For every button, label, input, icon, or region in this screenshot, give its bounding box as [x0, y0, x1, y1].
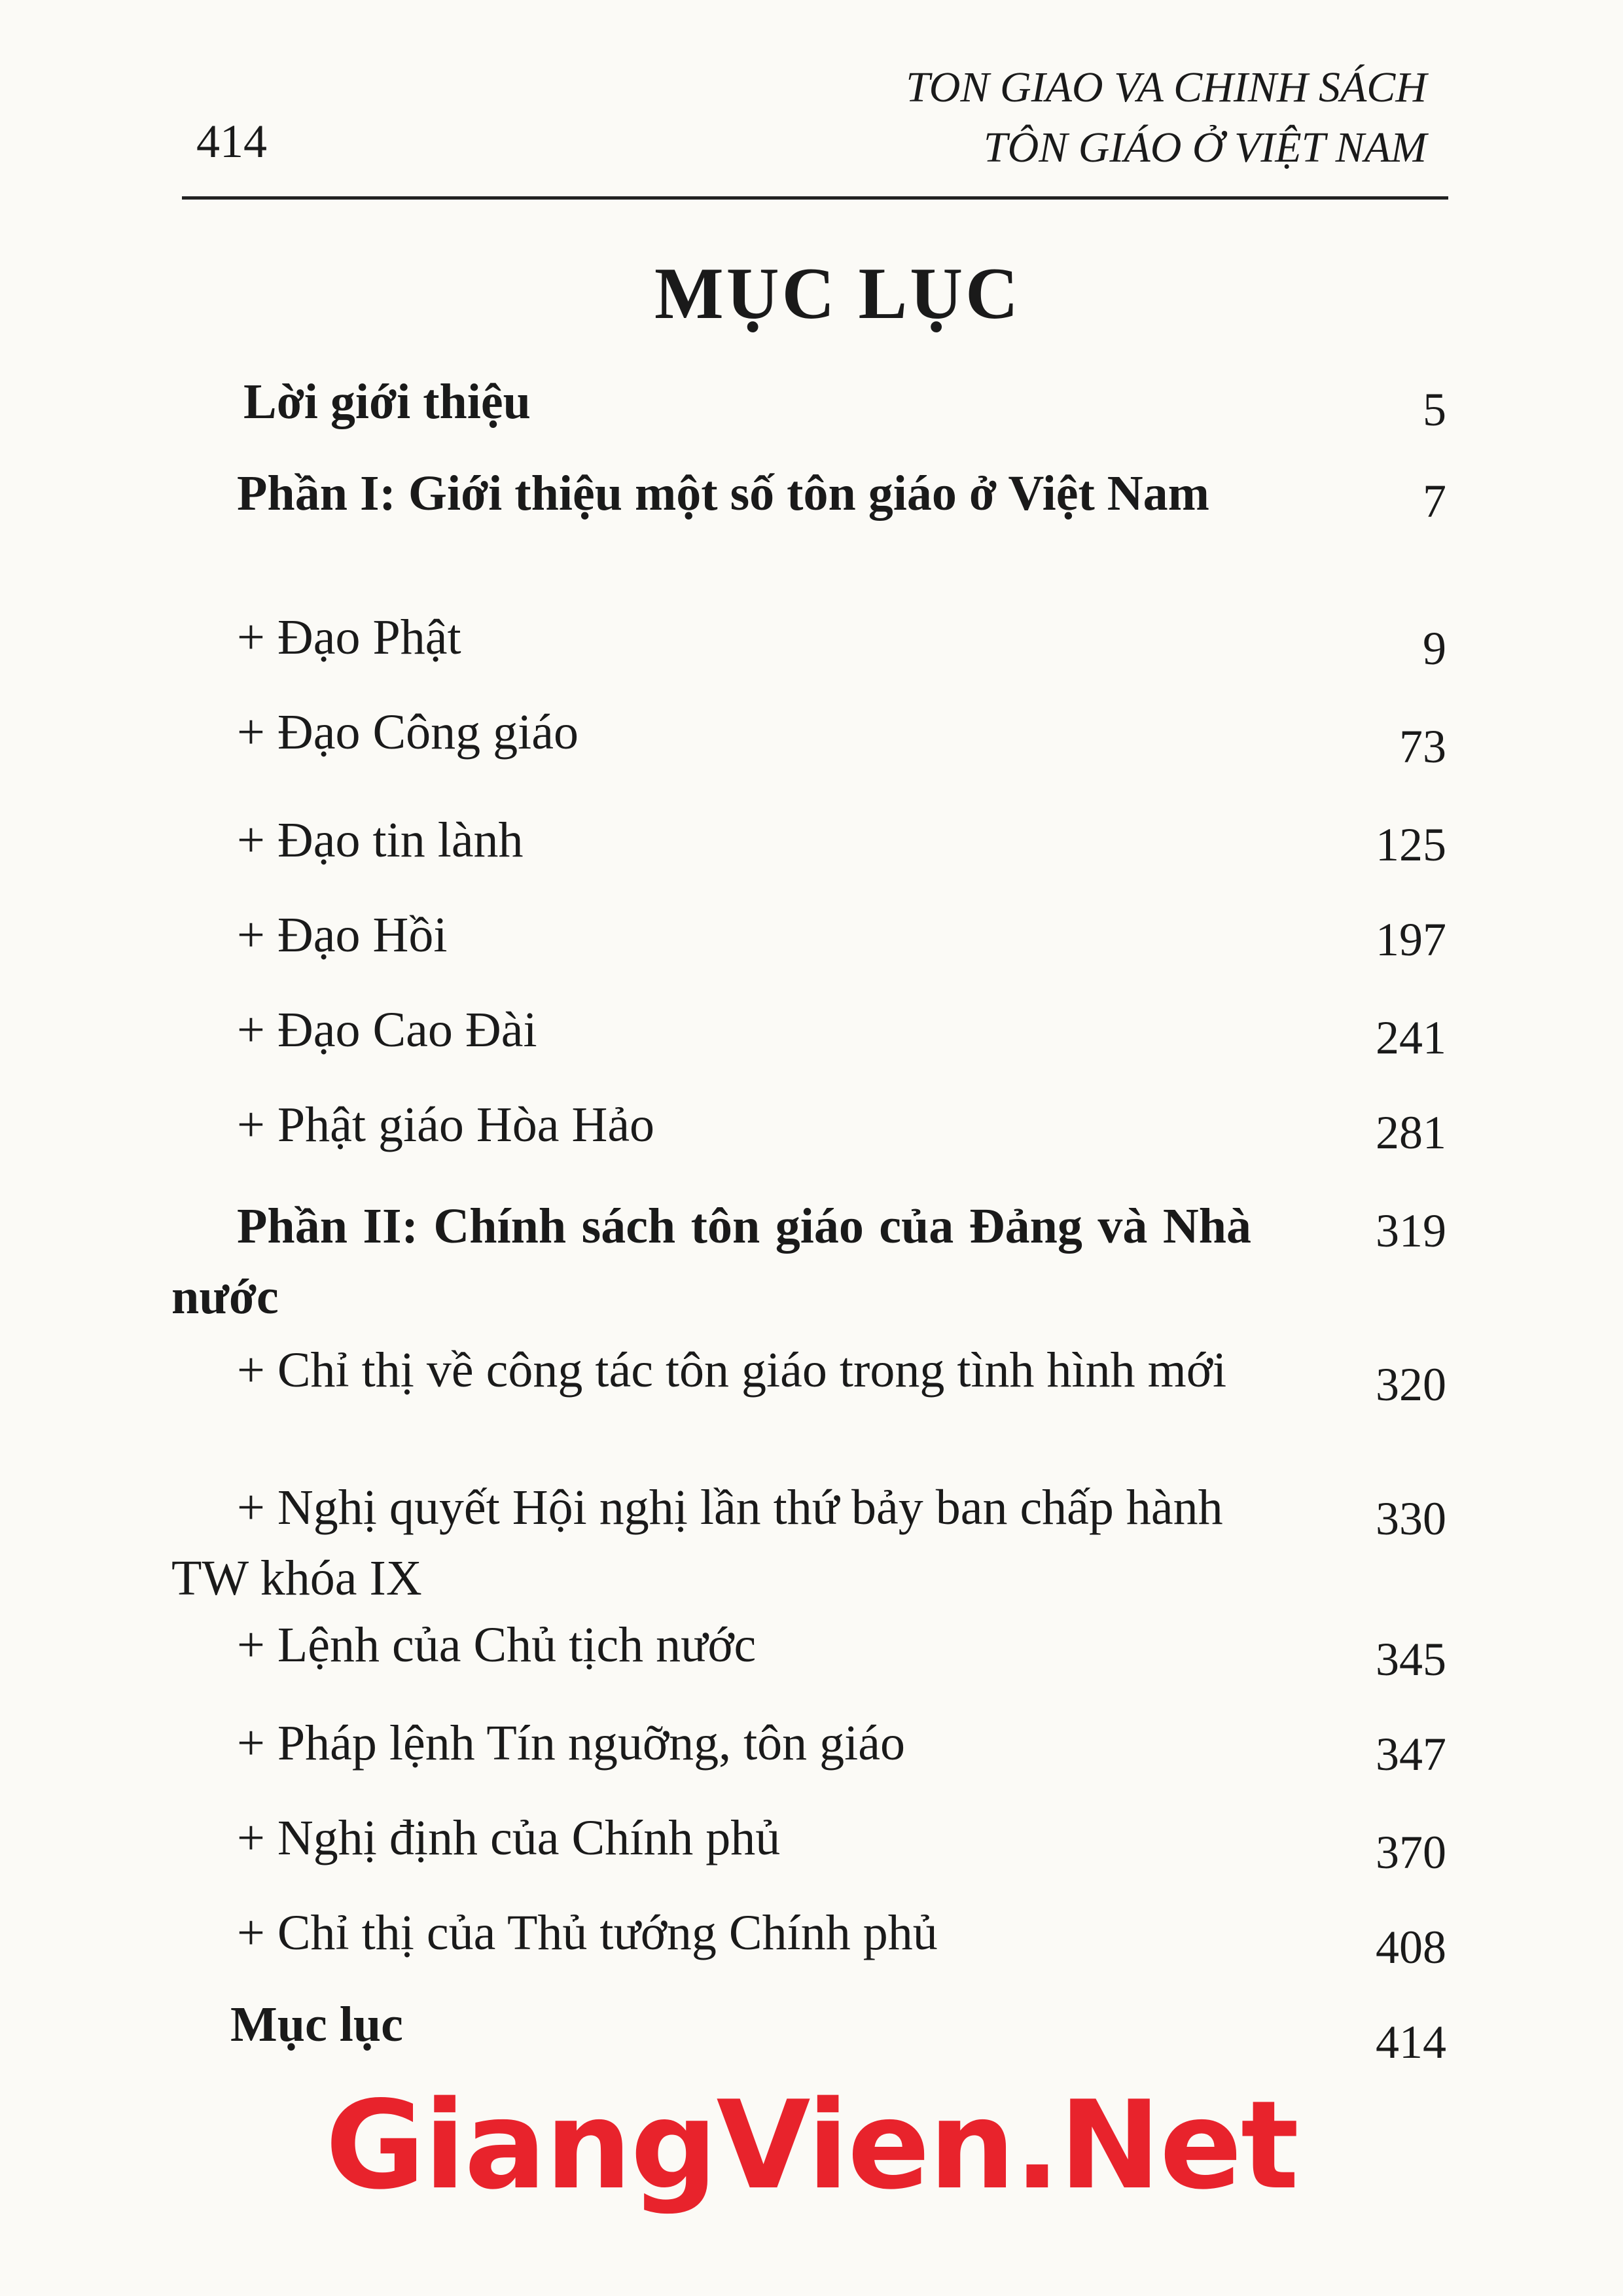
toc-title: MỤC LỤC	[654, 253, 1021, 334]
toc-entry-page: 7	[1423, 475, 1446, 527]
toc-entry[interactable]	[171, 1708, 1258, 1778]
toc-entry-title: + Nghị định của Chính phủ	[237, 1810, 781, 1865]
toc-entry[interactable]	[171, 366, 1258, 437]
toc-entry-title: + Đạo Cao Đài	[237, 1002, 537, 1057]
toc-entry-page: 330	[1376, 1492, 1446, 1545]
toc-entry[interactable]	[171, 1898, 1258, 1968]
toc-entry-page: 73	[1399, 720, 1446, 773]
toc-entry-page: 414	[1376, 2016, 1446, 2068]
toc-entry[interactable]	[171, 1472, 1258, 1614]
toc-entry[interactable]	[171, 1803, 1258, 1873]
toc-entry[interactable]	[171, 900, 1258, 970]
toc-entry-page: 347	[1376, 1728, 1446, 1780]
toc-entry-title: Mục lục	[230, 1997, 403, 2052]
toc-entry-title: + Nghị quyết Hội nghị lần thứ bảy ban chấp hành TW khóa IX	[171, 1480, 1223, 1606]
toc-entry-page: 241	[1376, 1012, 1446, 1064]
toc-entry-page: 281	[1376, 1106, 1446, 1159]
toc-entry[interactable]	[171, 1191, 1258, 1332]
toc-entry-page: 320	[1376, 1358, 1446, 1411]
toc-entry[interactable]	[171, 1089, 1258, 1160]
toc-entry-title: + Chỉ thị về công tác tôn giáo trong tình hình mới	[237, 1343, 1227, 1398]
page-number: 414	[196, 115, 267, 168]
toc-entry[interactable]	[171, 697, 1258, 768]
toc-entry[interactable]	[171, 1610, 1258, 1680]
toc-entry[interactable]	[171, 1335, 1258, 1405]
toc-entry[interactable]	[171, 805, 1258, 875]
toc-entry-page: 125	[1376, 819, 1446, 871]
toc-entry-title: + Đạo Phật	[237, 610, 461, 665]
toc-entry-title: Phần II: Chính sách tôn giáo của Đảng và Nhà nước	[171, 1199, 1251, 1324]
toc-entry-title: + Phật giáo Hòa Hảo	[237, 1097, 655, 1152]
toc-entry-title: + Lệnh của Chủ tịch nước	[237, 1617, 757, 1672]
running-head-line-1: TON GIAO VA CHINH SÁCH	[906, 63, 1427, 111]
toc-entry-title: + Pháp lệnh Tín nguỡng, tôn giáo	[237, 1716, 906, 1771]
toc-entry-page: 408	[1376, 1921, 1446, 1973]
toc-entry-title: + Đạo Công giáo	[237, 705, 579, 760]
toc-entry-page: 5	[1423, 383, 1446, 436]
toc-entry-page: 345	[1376, 1633, 1446, 1686]
toc-entry-title: + Đạo tin lành	[237, 813, 524, 868]
toc-entry-title: Lời giới thiệu	[243, 374, 531, 429]
toc-entry[interactable]	[171, 995, 1258, 1065]
toc-entry[interactable]	[171, 602, 1258, 673]
toc-entry-title: Phần I: Giới thiệu một số tôn giáo ở Việt Nam	[237, 466, 1209, 521]
toc-entry-page: 197	[1376, 913, 1446, 966]
toc-entry-title: + Đạo Hồi	[237, 908, 448, 963]
toc-entry-page: 319	[1376, 1205, 1446, 1257]
toc-entry-title: + Chỉ thị của Thủ tướng Chính phủ	[237, 1905, 938, 1960]
toc-entry[interactable]	[171, 1989, 1258, 2060]
watermark-logo: GiangVien.Net	[325, 2074, 1298, 2216]
toc-entry-page: 9	[1423, 622, 1446, 675]
running-head-line-2: TÔN GIÁO Ở VIỆT NAM	[983, 124, 1427, 171]
toc-entry[interactable]	[171, 458, 1258, 529]
toc-entry-page: 370	[1376, 1826, 1446, 1879]
